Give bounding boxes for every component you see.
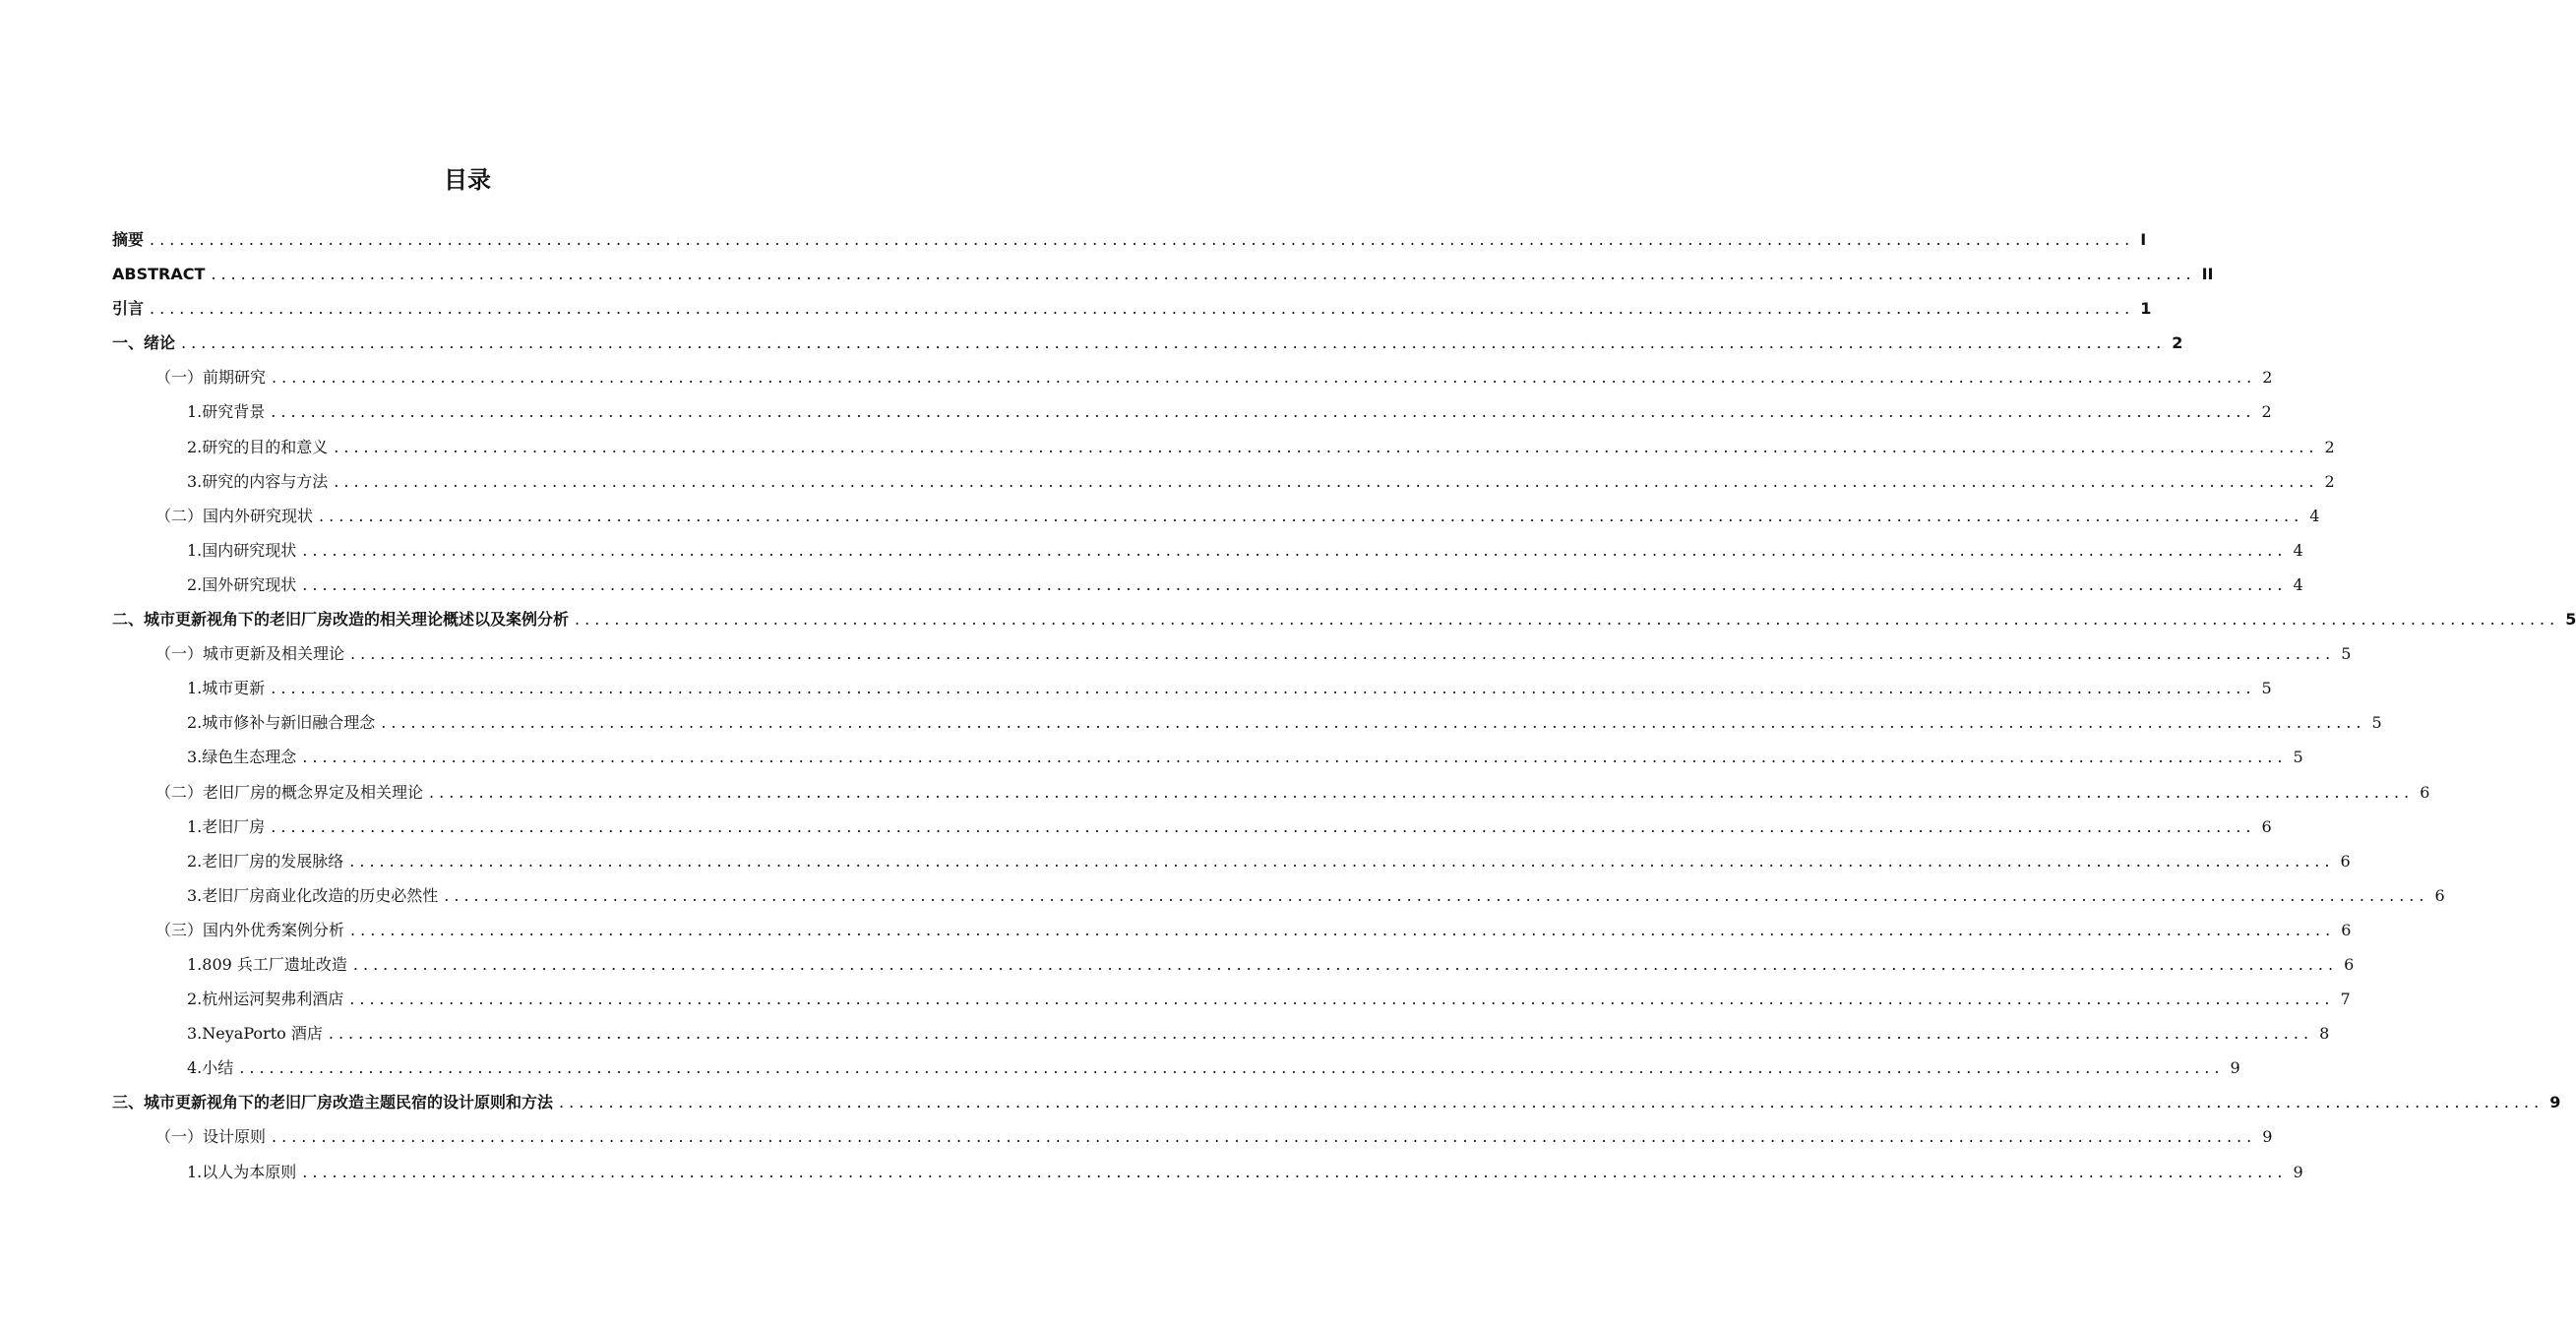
toc-entry-page: 2 [2324, 471, 2335, 491]
toc-entry-label: 1.809 兵工厂遗址改造 [187, 954, 347, 974]
toc-entry-page: 5 [2293, 748, 2303, 767]
toc-entry[interactable] [112, 671, 2272, 705]
dot-leader: ........................................................................................................................................................................................................ [575, 610, 2560, 630]
dot-leader: ........................................................................................................................................................................................................ [272, 1127, 2257, 1147]
dot-leader: ........................................................................................................................................................................................................ [239, 1058, 2225, 1078]
dot-leader: ........................................................................................................................................................................................................ [272, 368, 2257, 388]
toc-entry-label: 2.研究的目的和意义 [187, 437, 329, 456]
toc-entry-label: 1.以人为本原则 [187, 1162, 297, 1181]
dot-leader: ........................................................................................................................................................................................................ [302, 1162, 2288, 1181]
dot-leader: ........................................................................................................................................................................................................ [350, 644, 2336, 664]
toc-entry[interactable] [112, 326, 2183, 360]
toc-entry-label: ABSTRACT [112, 265, 206, 284]
toc-entry[interactable] [112, 1051, 2240, 1085]
toc-entry-page: 2 [2261, 402, 2272, 422]
toc-entry[interactable] [112, 464, 2335, 499]
toc-entry[interactable] [112, 257, 2214, 291]
toc-entry-label: 三、城市更新视角下的老旧厂房改造主题民宿的设计原则和方法 [112, 1093, 554, 1112]
toc-entry[interactable] [112, 636, 2352, 671]
dot-leader: ........................................................................................................................................................................................................ [349, 990, 2335, 1009]
toc-entry-page: 6 [2340, 851, 2351, 871]
toc-entry-label: 摘要 [112, 230, 145, 249]
toc-entry-page: 5 [2565, 610, 2576, 630]
toc-entry-label: 引言 [112, 299, 145, 319]
toc-entry-label: （三）国内外优秀案例分析 [155, 920, 345, 939]
dot-leader: ........................................................................................................................................................................................................ [150, 230, 2135, 249]
toc-entry-label: 3.老旧厂房商业化改造的历史必然性 [187, 885, 439, 905]
dot-leader: ........................................................................................................................................................................................................ [381, 713, 2366, 733]
toc-entry-page: 6 [2341, 920, 2352, 939]
toc-entry[interactable] [112, 810, 2272, 844]
table-of-contents [112, 222, 2576, 1189]
toc-entry-label: 2.杭州运河契弗利酒店 [187, 990, 344, 1009]
toc-entry-label: 2.老旧厂房的发展脉络 [187, 851, 344, 871]
toc-entry-label: （二）老旧厂房的概念界定及相关理论 [155, 782, 424, 802]
toc-entry[interactable] [112, 1016, 2330, 1051]
toc-entry-label: （一）设计原则 [155, 1127, 267, 1147]
toc-entry-label: 一、绪论 [112, 333, 176, 353]
toc-entry[interactable] [112, 740, 2303, 774]
toc-entry[interactable] [112, 291, 2152, 326]
dot-leader: ........................................................................................................................................................................................................ [302, 748, 2288, 767]
toc-entry-page: 2 [2172, 333, 2183, 353]
toc-entry-label: 3.绿色生态理念 [187, 748, 297, 767]
toc-entry-label: 2.国外研究现状 [187, 574, 297, 594]
toc-entry-page: 4 [2309, 506, 2320, 525]
toc-entry-label: 3.研究的内容与方法 [187, 471, 329, 491]
dot-leader: ........................................................................................................................................................................................................ [271, 679, 2256, 698]
toc-entry-label: （一）城市更新及相关理论 [155, 644, 345, 664]
toc-entry[interactable] [112, 947, 2355, 982]
toc-entry-page: 6 [2420, 782, 2430, 802]
dot-leader: ........................................................................................................................................................................................................ [328, 1024, 2314, 1044]
toc-entry[interactable] [112, 499, 2320, 533]
toc-entry-label: （一）前期研究 [155, 368, 267, 388]
toc-entry-label: 1.老旧厂房 [187, 816, 266, 836]
toc-entry[interactable] [112, 844, 2351, 878]
toc-entry[interactable] [112, 1085, 2561, 1119]
dot-leader: ........................................................................................................................................................................................................ [302, 540, 2288, 560]
toc-entry[interactable] [112, 430, 2335, 464]
toc-entry-label: 1.国内研究现状 [187, 540, 297, 560]
toc-entry-page: I [2140, 230, 2147, 249]
toc-entry-page: 8 [2319, 1024, 2330, 1044]
toc-entry[interactable] [112, 533, 2303, 568]
toc-entry-page: 6 [2344, 954, 2355, 974]
toc-entry-page: 2 [2324, 437, 2335, 456]
toc-entry[interactable] [112, 568, 2303, 602]
dot-leader: ........................................................................................................................................................................................................ [271, 816, 2256, 836]
dot-leader: ........................................................................................................................................................................................................ [349, 851, 2335, 871]
dot-leader: ........................................................................................................................................................................................................ [429, 782, 2415, 802]
page-title: 目录 [444, 166, 491, 194]
toc-entry-page: 7 [2340, 990, 2351, 1009]
toc-entry-label: 4.小结 [187, 1058, 234, 1078]
toc-entry[interactable] [112, 982, 2351, 1016]
toc-entry[interactable] [112, 602, 2576, 636]
toc-entry-page: 9 [2293, 1162, 2303, 1181]
toc-entry-label: 二、城市更新视角下的老旧厂房改造的相关理论概述以及案例分析 [112, 610, 570, 630]
toc-entry-page: 4 [2293, 574, 2303, 594]
dot-leader: ........................................................................................................................................................................................................ [444, 885, 2429, 905]
dot-leader: ........................................................................................................................................................................................................ [211, 265, 2196, 284]
dot-leader: ........................................................................................................................................................................................................ [302, 574, 2288, 594]
dot-leader: ........................................................................................................................................................................................................ [150, 299, 2135, 319]
toc-entry-label: （二）国内外研究现状 [155, 506, 314, 525]
dot-leader: ........................................................................................................................................................................................................ [352, 954, 2339, 974]
toc-entry-page: 1 [2140, 299, 2152, 319]
toc-entry-label: 1.研究背景 [187, 402, 266, 422]
toc-entry[interactable] [112, 705, 2382, 740]
toc-entry-label: 2.城市修补与新旧融合理念 [187, 713, 376, 733]
dot-leader: ........................................................................................................................................................................................................ [334, 437, 2319, 456]
toc-entry[interactable] [112, 775, 2430, 810]
toc-entry-page: 6 [2261, 816, 2272, 836]
toc-entry-page: 5 [2261, 679, 2272, 698]
toc-entry-page: 5 [2371, 713, 2382, 733]
dot-leader: ........................................................................................................................................................................................................ [350, 920, 2336, 939]
toc-entry-page: II [2201, 265, 2214, 284]
toc-entry-label: 1.城市更新 [187, 679, 266, 698]
toc-entry-page: 5 [2341, 644, 2352, 664]
toc-entry-page: 4 [2293, 540, 2303, 560]
toc-entry[interactable] [112, 360, 2273, 394]
toc-entry[interactable] [112, 913, 2352, 947]
toc-entry-page: 9 [2549, 1093, 2561, 1112]
dot-leader: ........................................................................................................................................................................................................ [334, 471, 2319, 491]
toc-entry-page: 6 [2434, 885, 2445, 905]
toc-entry[interactable] [112, 1155, 2303, 1189]
toc-entry[interactable] [112, 1119, 2273, 1154]
toc-entry[interactable] [112, 878, 2445, 913]
toc-entry-page: 9 [2262, 1127, 2273, 1147]
dot-leader: ........................................................................................................................................................................................................ [181, 333, 2167, 353]
dot-leader: ........................................................................................................................................................................................................ [559, 1093, 2545, 1112]
toc-entry-label: 3.NeyaPorto 酒店 [187, 1024, 323, 1044]
dot-leader: ........................................................................................................................................................................................................ [271, 402, 2256, 422]
toc-entry[interactable] [112, 394, 2272, 429]
toc-entry-page: 9 [2230, 1058, 2240, 1078]
toc-entry[interactable] [112, 222, 2147, 257]
dot-leader: ........................................................................................................................................................................................................ [319, 506, 2304, 525]
toc-entry-page: 2 [2262, 368, 2273, 388]
